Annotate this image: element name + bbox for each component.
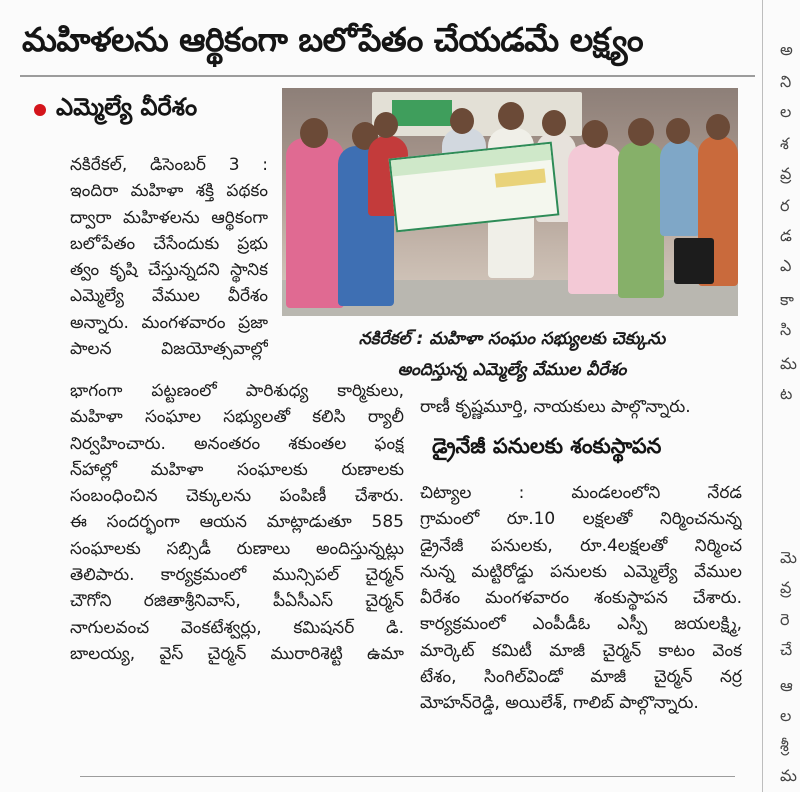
text-line: డ్రైనేజీ పనులకు, రూ.4లక్షలతో నిర్మించ [420, 535, 742, 556]
bottom-rule [80, 776, 735, 777]
fragment-text: ఆ [780, 676, 793, 695]
fragment-text: అ [780, 40, 793, 59]
text-line: త్వం కృషి చేస్తున్నదని స్థానిక [70, 260, 268, 281]
photo-person-head [706, 114, 730, 140]
text-line: చౌగోని రజితాశ్రీనివాస్, పీఏసీఎస్ చైర్మన్ [70, 591, 404, 612]
fragment-text: వ్ర [780, 164, 792, 183]
photo-person-head [582, 120, 608, 148]
caption-line-2: అందిస్తున్న ఎమ్మెల్యే వేముల వీరేశం [397, 360, 627, 380]
text-line: మోహన్‌రెడ్డి, అయిలేశ్, గాలిబ్ పాల్గొన్నారు. [420, 693, 699, 714]
story2-heading: డ్రైనేజీ పనులకు శంకుస్థాపన [432, 434, 662, 458]
text-line: ద్వారా మహిళలను ఆర్థికంగా [70, 207, 268, 228]
fragment-text: మ [780, 354, 797, 373]
text-line: మార్కెట్ కమిటీ మాజీ చైర్మన్ కాటం వెంక [420, 640, 742, 661]
fragment-text: చే [780, 640, 793, 659]
photo-person-head [374, 112, 398, 138]
photo-person [286, 138, 344, 308]
photo-person [568, 144, 622, 294]
headline-rule [20, 75, 755, 77]
text-line: గ్రామంలో రూ.10 లక్షలతో నిర్మించనున్న [420, 509, 742, 530]
fragment-text: సి [780, 320, 792, 339]
fragment-text: శ [780, 134, 789, 153]
fragment-text: ని [780, 72, 792, 91]
text-line: మహిళా సంఘాల సభ్యులతో కలిసి ర్యాలీ [70, 407, 404, 428]
photo-person-head [450, 108, 474, 134]
fragment-text: ర [780, 196, 790, 215]
photo-backdrop-logo [392, 100, 452, 126]
caption-line-1: నకిరేకల్ : మహిళా సంఘం సభ్యులకు చెక్కును [358, 329, 666, 349]
text-line: ఈ సందర్భంగా ఆయన మాట్లాడుతూ 585 [70, 512, 404, 533]
text-line: టేశం, సింగిల్‌విండో మాజీ చైర్మన్ నర్ర [420, 667, 742, 688]
text-line: నున్న మట్టిరోడ్డు పనులకు ఎమ్మెల్యే వేముల [420, 561, 742, 582]
photo-person [660, 140, 700, 236]
column-divider [762, 0, 763, 792]
photo-person-head [498, 102, 524, 130]
fragment-text: ల [780, 102, 792, 121]
byline [34, 92, 197, 128]
bullet-dot-icon [34, 104, 46, 116]
photo-person-head [300, 118, 328, 148]
text-line: బలోపేతం చేసేందుకు ప్రభు [70, 233, 268, 254]
text-line: ఎమ్మెల్యే వేముల వీరేశం [70, 286, 268, 307]
fragment-text: డ [780, 226, 792, 245]
text-line: నిర్వహించారు. అనంతరం శకుంతల ఫంక్ష [70, 433, 404, 454]
text-line: అన్నారు. మంగళవారం ప్రజా [70, 312, 268, 333]
news-photo [282, 88, 738, 316]
fragment-text: ఎ [780, 256, 792, 275]
text-line: సంఘాలకు సబ్సిడీ రుణాలు అందిస్తున్నట్లు [70, 538, 404, 559]
story1-body-column [70, 378, 404, 667]
fragment-text: శ్రీ [780, 736, 789, 755]
fragment-text: ల [780, 706, 792, 725]
story2-column [420, 480, 742, 717]
photo-person-head [628, 118, 654, 146]
text-line: తెలిపారు. కార్యక్రమంలో మున్సిపల్ చైర్మన్ [70, 565, 404, 586]
text-line: వీరేశం మంగళవారం శంకుస్థాపన చేశారు. [420, 588, 742, 609]
story1-top-column [70, 152, 268, 362]
fragment-text: వ్ర [780, 578, 792, 597]
text-line: భాగంగా పట్టణంలో పారిశుధ్య కార్మికులు, [70, 381, 404, 401]
fragment-text: ట [780, 384, 793, 403]
photo-speaker [674, 238, 714, 284]
photo-person-head [542, 110, 566, 136]
photo-person-head [666, 118, 690, 144]
photo-caption [286, 324, 738, 386]
text-line: రాణీ కృష్ణమూర్తి, నాయకులు పాల్గొన్నారు. [420, 397, 691, 417]
photo-person [618, 142, 664, 298]
byline-text: ఎమ్మెల్యే వీరేశం [56, 93, 198, 121]
story1-continued [420, 394, 740, 420]
fragment-text: మె [780, 548, 797, 567]
text-line: ఇందిరా మహిళా శక్తి పథకం [70, 181, 268, 202]
text-line: నాగులవంచ వెంకటేశ్వర్లు, కమిషనర్ డి. [70, 617, 404, 638]
adjacent-column-fragments [774, 0, 800, 792]
fragment-text: రె [780, 610, 790, 629]
text-line: పాలన విజయోత్సవాల్లో [70, 339, 268, 360]
text-line: న్‌హాల్లో మహిళా సంఘాలకు రుణాలకు [70, 459, 404, 480]
text-line: కార్యక్రమంలో ఎంపీడీఓ ఎస్పీ జయలక్ష్మి, [420, 614, 742, 635]
text-line: నకిరేకల్, డిసెంబర్ 3 : [70, 155, 268, 175]
fragment-text: కా [780, 290, 794, 309]
fragment-text: మ [780, 766, 797, 785]
text-line: చిట్యాల : మండలంలోని నేరడ [420, 483, 742, 503]
headline: మహిళలను ఆర్థికంగా బలోపేతం చేయడమే లక్ష్యం [22, 20, 644, 59]
text-line: బాలయ్య, వైస్ చైర్మన్ మురారిశెట్టి ఉమా [70, 643, 404, 664]
text-line: సంబంధించిన చెక్కులను పంపిణీ చేశారు. [70, 486, 404, 507]
